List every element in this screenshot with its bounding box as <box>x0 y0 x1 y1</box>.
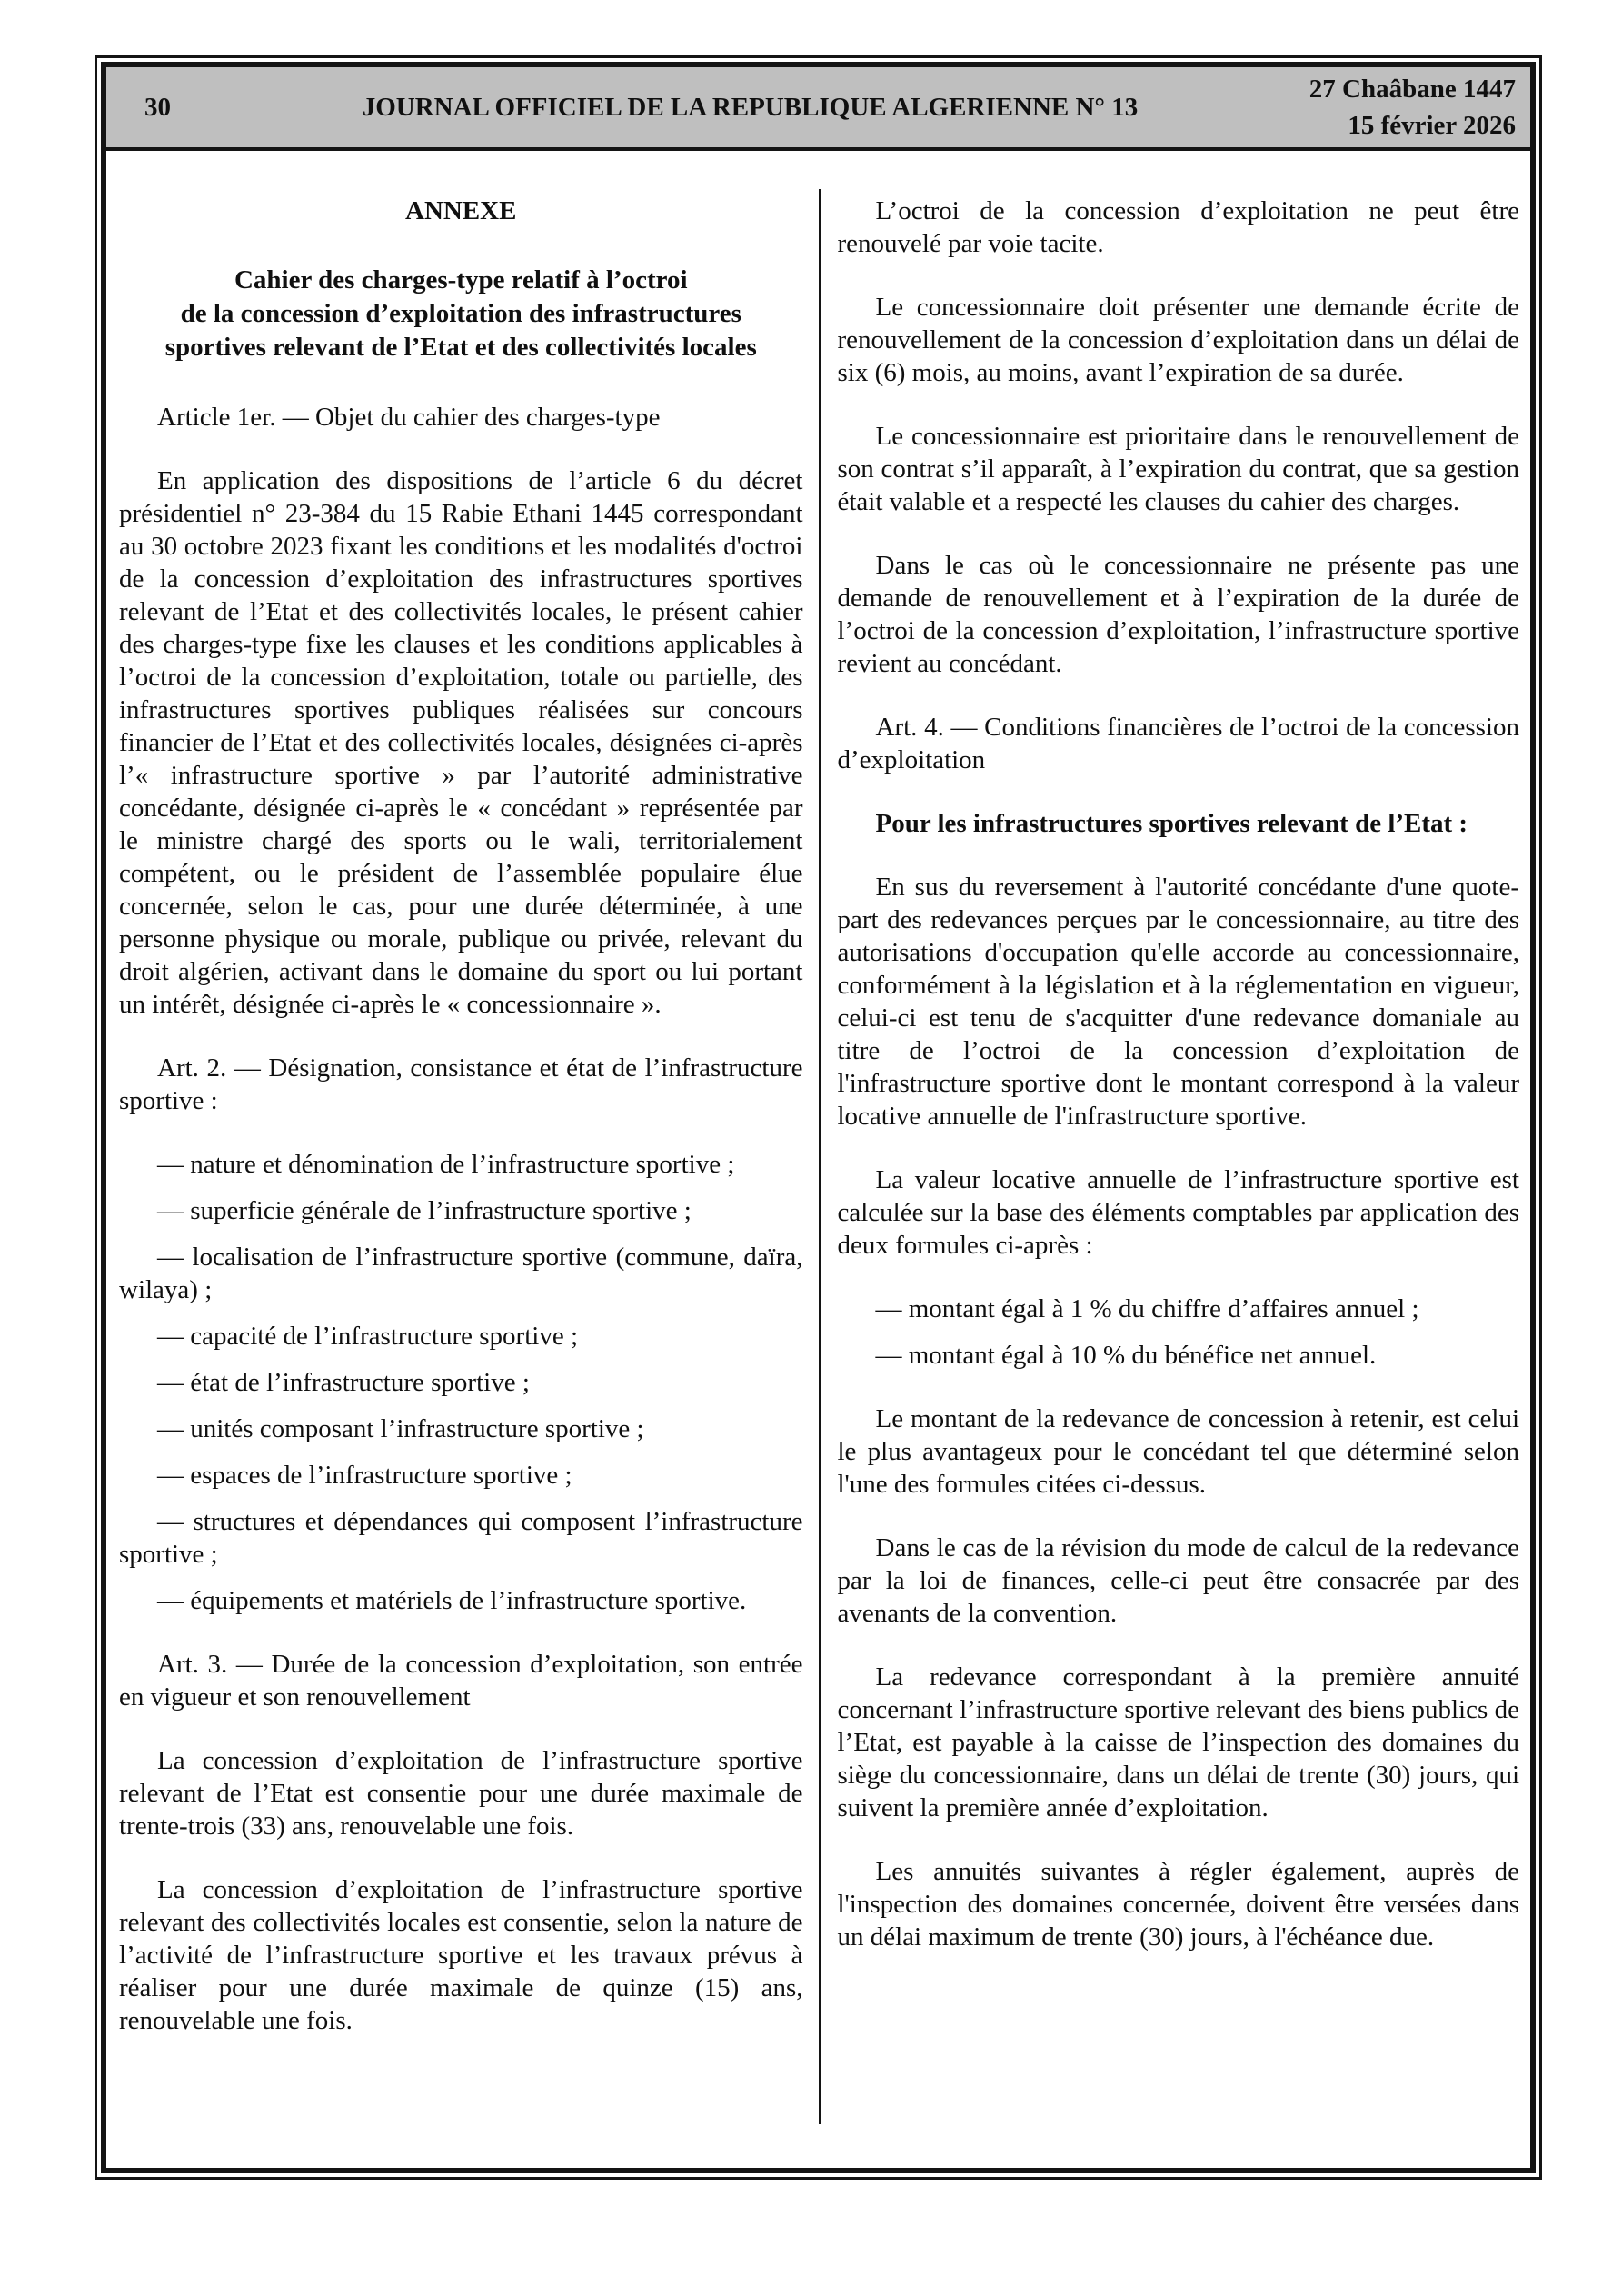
paragraph: L’octroi de la concession d’exploitation ne peut être renouvelé par voie tacite. <box>837 196 1519 258</box>
date-gregorian: 15 février 2026 <box>1348 111 1516 140</box>
paragraph: La valeur locative annuelle de l’infrastructure sportive est calculée sur la base des éléments comptables par application des deux formules ci-après : <box>837 1165 1519 1260</box>
date-hijri: 27 Chaâbane 1447 <box>1309 75 1516 104</box>
list-item: — état de l’infrastructure sportive ; <box>157 1368 530 1397</box>
paragraph: En sus du reversement à l'autorité concédante d'une quote-part des redevances perçues par le concessionnaire, au titre des autorisations d'occupation qu'elle accorde au concessionnaire, conformément à la législation et à la réglementation en vigueur, celui-ci est tenu de s'acquitter d'une redevance domaniale au titre de l’octroi de la concession d’exploitation de l'infrastructure sportive dont le montant correspond à la valeur locative annuelle de l'infrastructure sportive. <box>837 873 1519 1131</box>
right-column <box>820 195 1520 2131</box>
bold-subheading: Pour les infrastructures sportives relevant de l’Etat : <box>875 809 1468 838</box>
paragraph: La concession d’exploitation de l’infrastructure sportive relevant de l’Etat est consentie pour une durée maximale de trente-trois (33) ans, renouvelable une fois. <box>119 1746 803 1841</box>
annexe-title: ANNEXE <box>405 196 517 225</box>
list-item: — superficie générale de l’infrastructure sportive ; <box>157 1196 692 1225</box>
header-dates <box>1239 71 1530 144</box>
journal-title: JOURNAL OFFICIEL DE LA REPUBLIQUE ALGERIENNE N° 13 <box>362 92 1139 122</box>
list-item: — espaces de l’infrastructure sportive ; <box>157 1461 572 1490</box>
page-frame <box>95 55 1542 2180</box>
list-item: — capacité de l’infrastructure sportive ; <box>157 1322 578 1351</box>
paragraph: Le concessionnaire est prioritaire dans le renouvellement de son contrat s’il apparaît, à l’expiration du contrat, que sa gestion était valable et a respecté les clauses du cahier des charges. <box>837 422 1519 516</box>
paragraph: Le montant de la redevance de concession à retenir, est celui le plus avantageux pour le concédant tel que déterminé selon l'une des formules citées ci-dessus. <box>837 1404 1519 1499</box>
list-item: — structures et dépendances qui composent l’infrastructure sportive ; <box>119 1507 803 1569</box>
list-item: — montant égal à 1 % du chiffre d’affaires annuel ; <box>875 1294 1419 1323</box>
list-item: — montant égal à 10 % du bénéfice net annuel. <box>875 1341 1377 1370</box>
page-frame-inner <box>101 62 1536 2173</box>
paragraph: Dans le cas de la révision du mode de calcul de la redevance par la loi de finances, celle-ci peut être consacrée par des avenants de la convention. <box>837 1533 1519 1628</box>
paragraph: La redevance correspondant à la première annuité concernant l’infrastructure sportive relevant des biens publics de l’Etat, est payable à la caisse de l’inspection des domaines du siège du concessionnaire, dans un délai de trente (30) jours, qui suivent la première année d’exploitation. <box>837 1662 1519 1822</box>
content-columns <box>106 151 1530 2168</box>
page-header-band <box>106 67 1530 151</box>
article-3-heading: Art. 3. — Durée de la concession d’exploitation, son entrée en vigueur et son renouvellement <box>119 1650 803 1712</box>
page-number: 30 <box>144 92 171 122</box>
list-item: — unités composant l’infrastructure sportive ; <box>157 1414 644 1443</box>
left-column <box>119 195 820 2131</box>
column-divider <box>819 189 821 2124</box>
paragraph: La concession d’exploitation de l’infrastructure sportive relevant des collectivités locales est consentie, selon la nature de l’activité de l’infrastructure sportive et les travaux prévus à réaliser pour une durée maximale de quinze (15) ans, renouvelable une fois. <box>119 1875 803 2035</box>
article-2-heading: Art. 2. — Désignation, consistance et état de l’infrastructure sportive : <box>119 1053 803 1115</box>
paragraph: Dans le cas où le concessionnaire ne présente pas une demande de renouvellement et à l’expiration de la durée de l’octroi de la concession d’exploitation, l’infrastructure sportive revient au concédant. <box>837 551 1519 678</box>
list-item: — équipements et matériels de l’infrastructure sportive. <box>157 1586 747 1615</box>
paragraph: En application des dispositions de l’article 6 du décret présidentiel n° 23-384 du 15 Rabie Ethani 1445 correspondant au 30 octobre 2023 fixant les conditions et les modalités d'octroi de la concession d’exploitation des infrastructures sportives relevant de l’Etat et des collectivités locales, le présent cahier des charges-type fixe les clauses et les conditions applicables à l’octroi de la concession d’exploitation, totale ou partielle, des infrastructures sportives publiques réalisées sur concours financier de l’Etat et des collectivités locales, désignées ci-après l’« infrastructure sportive » par l’autorité administrative concédante, désignée ci-après le « concédant » représentée par le ministre chargé des sports ou le wali, territorialement compétent, ou le président de l’assemblée populaire élue concernée, selon le cas, pour une durée déterminée, à une personne physique ou morale, publique ou privée, relevant du droit algérien, activant dans le domaine du sport ou lui portant un intérêt, désignée ci-après le « concessionnaire ». <box>119 466 803 1019</box>
paragraph: Le concessionnaire doit présenter une demande écrite de renouvellement de la concession d’exploitation dans un délai de six (6) mois, au moins, avant l’expiration de sa durée. <box>837 293 1519 387</box>
list-item: — localisation de l’infrastructure sportive (commune, daïra, wilaya) ; <box>119 1243 803 1304</box>
article-1-heading: Article 1er. — Objet du cahier des charges-type <box>157 403 661 432</box>
document-title: Cahier des charges-type relatif à l’octroi de la concession d’exploitation des infrastructures sportives relevant de l’Etat et des collectivités locales <box>164 265 757 362</box>
article-4-heading: Art. 4. — Conditions financières de l’octroi de la concession d’exploitation <box>837 713 1519 774</box>
list-item: — nature et dénomination de l’infrastructure sportive ; <box>157 1150 735 1179</box>
paragraph: Les annuités suivantes à régler également, auprès de l'inspection des domaines concernée, doivent être versées dans un délai maximum de trente (30) jours, à l'échéance due. <box>837 1857 1519 1952</box>
